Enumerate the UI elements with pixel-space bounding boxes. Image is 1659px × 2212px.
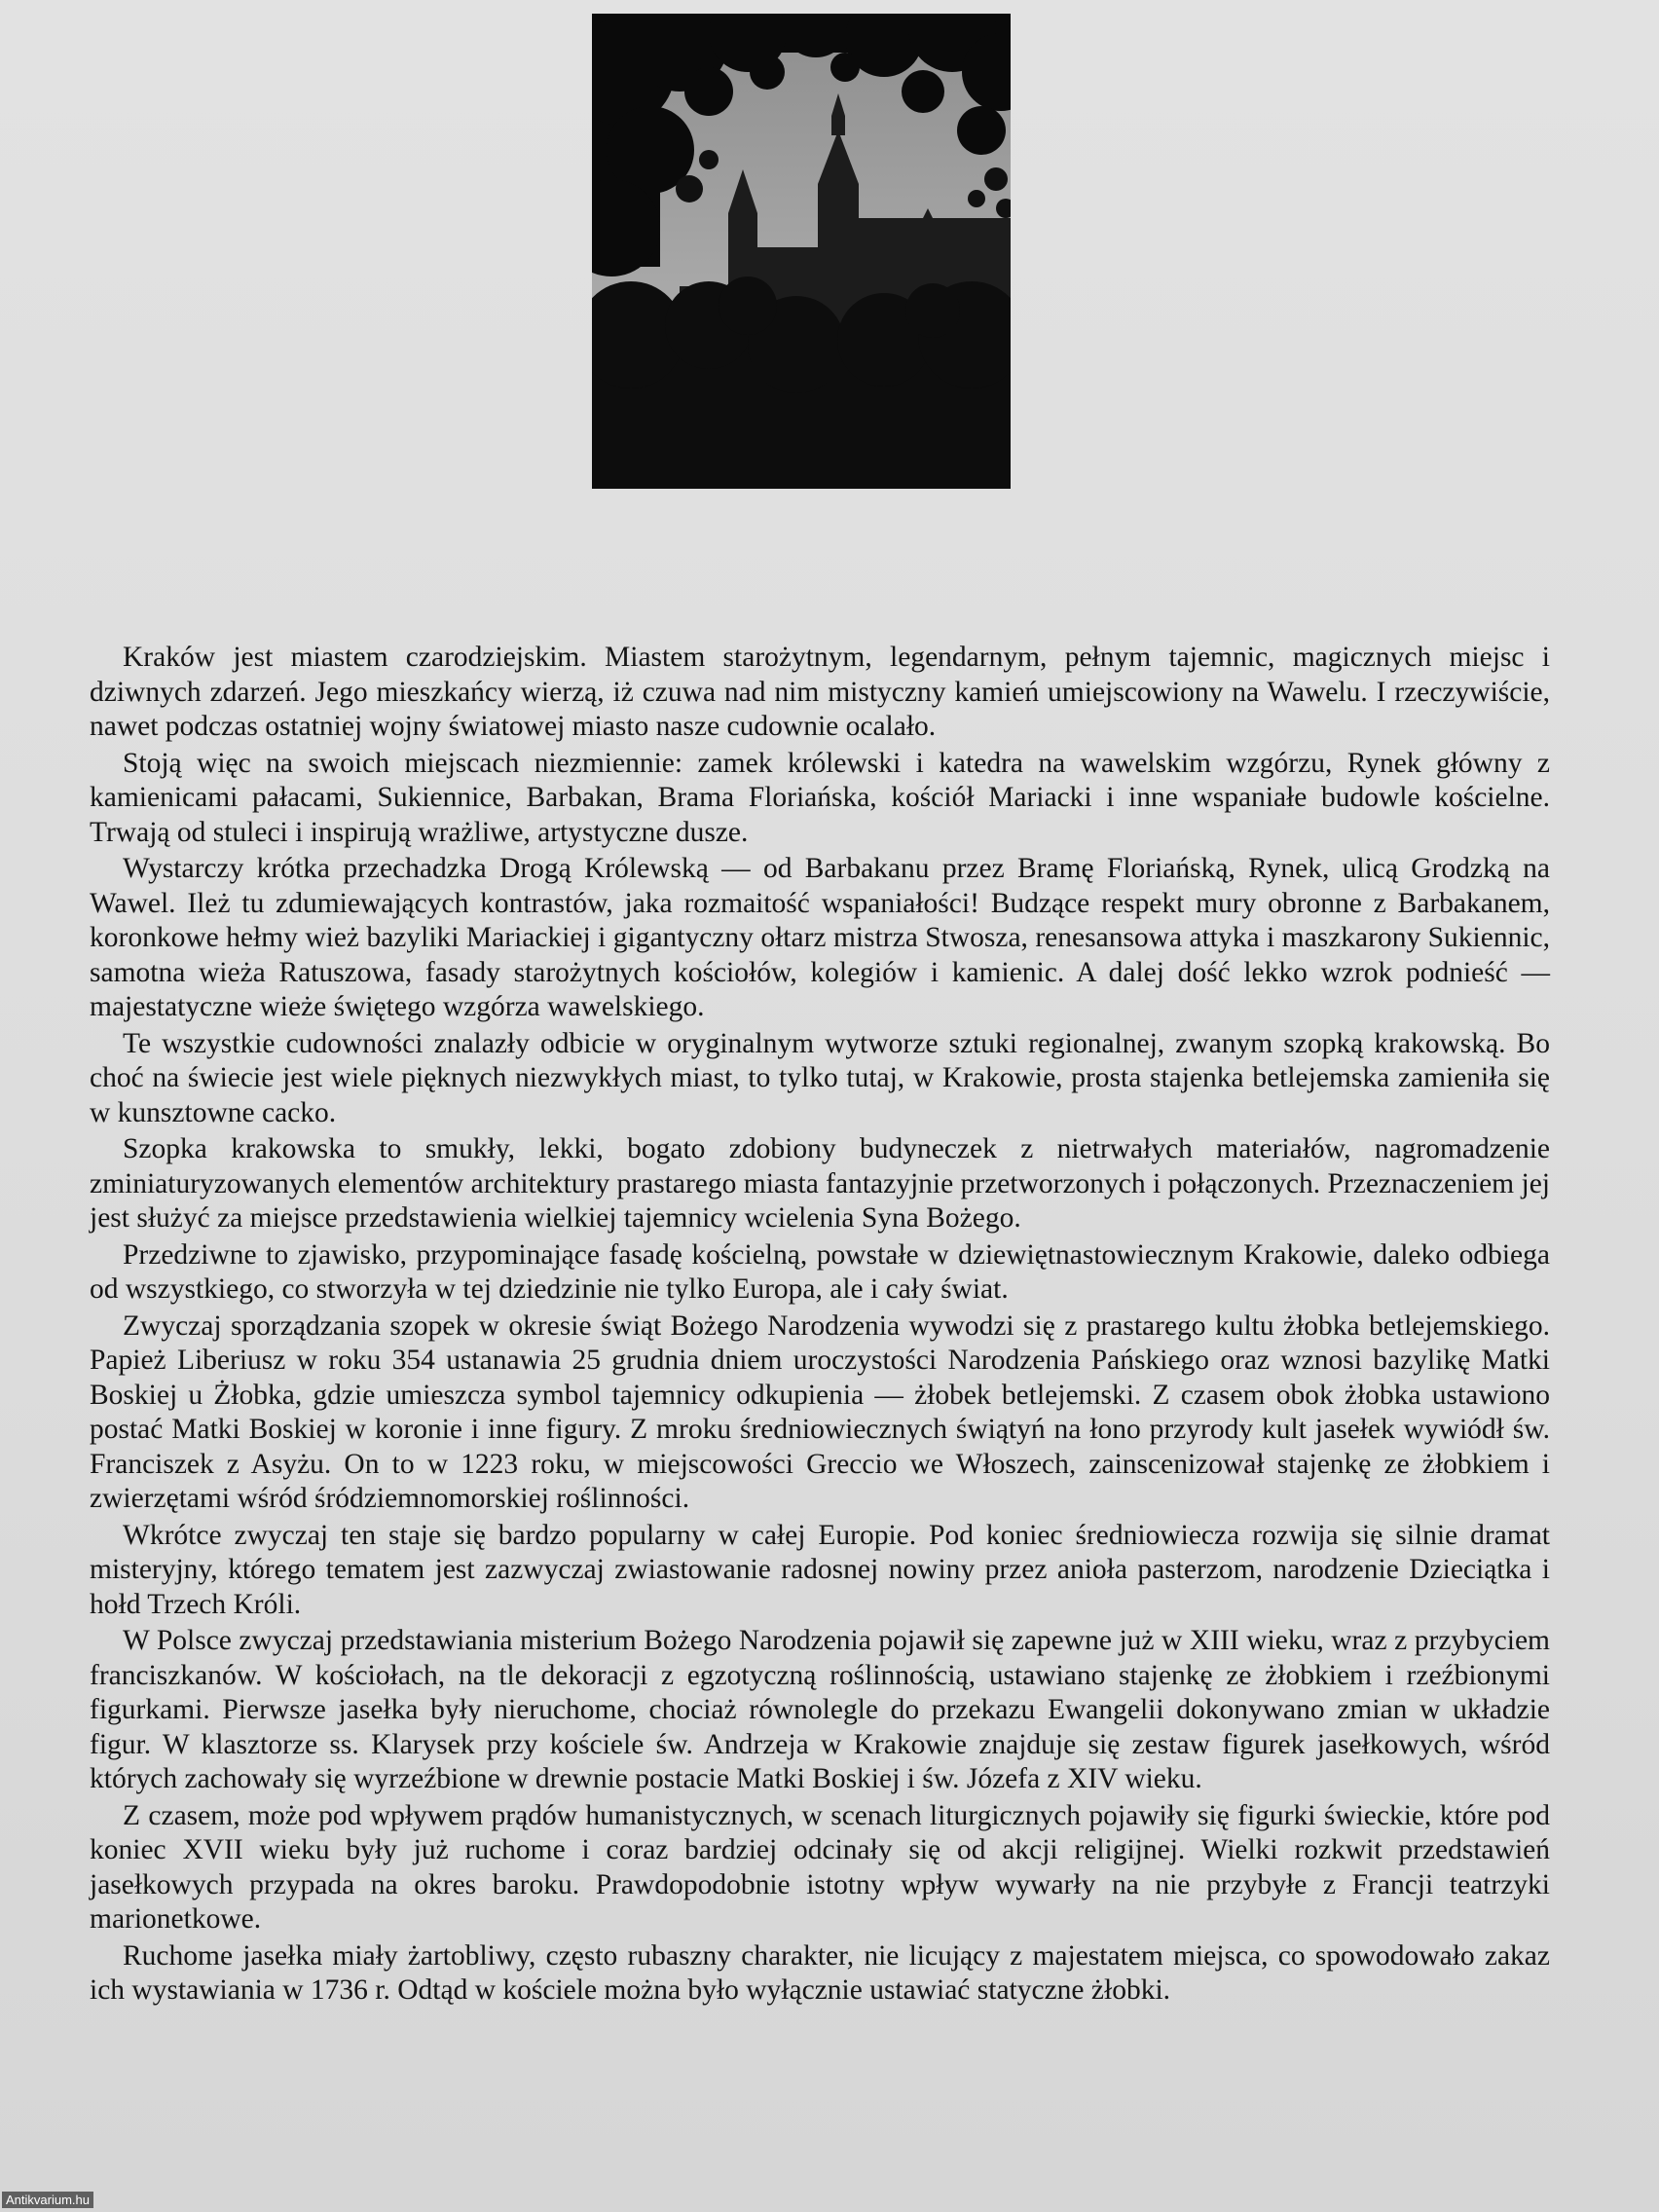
watermark: Antikvarium.hu bbox=[2, 2192, 93, 2208]
paragraph: Szopka krakowska to smukły, lekki, bogato zdobiony budyneczek z nietrwałych materiałów, nagromadzenie zminiaturyzowanych elementów architektury prastarego miasta fantazyjnie przetworzonych i połączonych. Przeznaczeniem jej jest służyć za miejsce przedstawienia wielkiej tajemnicy wcielenia Syna Bożego. bbox=[90, 1133, 1550, 1234]
paragraph: Stoją więc na swoich miejscach niezmiennie: zamek królewski i katedra na wawelskim wzgórzu, Rynek główny z kamienicami pałacami, Sukiennice, Barbakan, Brama Floriańska, kościół Mariacki i inne wspaniałe budowle kościelne. Trwają od stuleci i inspirują wrażliwe, artystyczne dusze. bbox=[90, 747, 1550, 848]
paragraph: Wkrótce zwyczaj ten staje się bardzo popularny w całej Europie. Pod koniec średniowiecza rozwija się silnie dramat misteryjny, którego tematem jest zazwyczaj zwiastowanie radosnej nowiny przez anioła pasterzom, narodzenie Dzieciątka i hołd Trzech Króli. bbox=[90, 1519, 1550, 1620]
paragraph: Te wszystkie cudowności znalazły odbicie w oryginalnym wytworze sztuki regionalnej, zwanym szopką krakowską. Bo choć na świecie jest wiele pięknych niezwykłych miast, to tylko tutaj, w Krakowie, prosta stajenka betlejemska zamieniła się w kunsztowne cacko. bbox=[90, 1027, 1550, 1128]
castle-photo-graphic bbox=[592, 14, 1011, 489]
paragraph: Przedziwne to zjawisko, przypominające fasadę kościelną, powstałe w dziewiętnastowiecznym Krakowie, daleko odbiega od wszystkiego, co stworzyła w tej dziedzinie nie tylko Europa, ale i cały świat. bbox=[90, 1238, 1550, 1305]
paragraph: Wystarczy krótka przechadzka Drogą Królewską — od Barbakanu przez Bramę Floriańską, Rynek, ulicą Grodzką na Wawel. Ileż tu zdumiewających kontrastów, jaka rozmaitość wspaniałości! Budzące respekt mury obronne z Barbakanem, koronkowe hełmy wież bazyliki Mariackiej i gigantyczny ołtarz mistrza Stwosza, renesansowa attyka i maszkarony Sukiennic, samotna wieża Ratuszowa, fasady starożytnych kościołów, kolegiów i kamienic. A dalej dość lekko wzrok podnieść — majestatyczne wieże świętego wzgórza wawelskiego. bbox=[90, 853, 1550, 1022]
castle-photo bbox=[592, 14, 1011, 489]
paragraph: Zwyczaj sporządzania szopek w okresie świąt Bożego Narodzenia wywodzi się z prastarego kultu żłobka betlejemskiego. Papież Liberiusz w roku 354 ustanawia 25 grudnia dniem uroczystości Narodzenia Pańskiego oraz wznosi bazylikę Matki Boskiej u Żłobka, gdzie umieszcza symbol tajemnicy odkupienia — żłobek betlejemski. Z czasem obok żłobka ustawiono postać Matki Boskiej w koronie i inne figury. Z mroku średniowiecznych świątyń na łono przyrody kult jasełek wywiódł św. Franciszek z Asyżu. On to w 1223 roku, w miejscowości Greccio we Włoszech, zainscenizował stajenkę ze żłobkiem i zwierzętami wśród śródziemnomorskiej roślinności. bbox=[90, 1309, 1550, 1514]
paragraph: W Polsce zwyczaj przedstawiania misterium Bożego Narodzenia pojawił się zapewne już w XIII wieku, wraz z przybyciem franciszkanów. W kościołach, na tle dekoracji z egzotyczną roślinnością, ustawiano stajenkę ze żłobkiem i rzeźbionymi figurkami. Pierwsze jasełka były nieruchome, chociaż równolegle do przekazu Ewangelii dokonywano zmian w układzie figur. W klasztorze ss. Klarysek przy kościele św. Andrzeja w Krakowie znajduje się zestaw figurek jasełkowych, wśród których zachowały się wyrzeźbione w drewnie postacie Matki Boskiej i św. Józefa z XIV wieku. bbox=[90, 1625, 1550, 1794]
paragraph: Z czasem, może pod wpływem prądów humanistycznych, w scenach liturgicznych pojawiły się figurki świeckie, które pod koniec XVII wieku były już ruchome i coraz bardziej odcinały się od akcji religijnej. Wielki rozkwit przedstawień jasełkowych przypada na okres baroku. Prawdopodobnie istotny wpływ wywarły na nie przybyłe z Francji teatrzyki marionetkowe. bbox=[90, 1799, 1550, 1935]
article-text bbox=[90, 641, 1550, 2010]
paragraph: Ruchome jasełka miały żartobliwy, często rubaszny charakter, nie licujący z majestatem miejsca, co spowodowało zakaz ich wystawiania w 1736 r. Odtąd w kościele można było wyłącznie ustawiać statyczne żłobki. bbox=[90, 1939, 1550, 2006]
paragraph: Kraków jest miastem czarodziejskim. Miastem starożytnym, legendarnym, pełnym tajemnic, magicznych miejsc i dziwnych zdarzeń. Jego mieszkańcy wierzą, iż czuwa nad nim mistyczny kamień umiejscowiony na Wawelu. I rzeczywiście, nawet podczas ostatniej wojny światowej miasto nasze cudownie ocalało. bbox=[90, 642, 1550, 742]
